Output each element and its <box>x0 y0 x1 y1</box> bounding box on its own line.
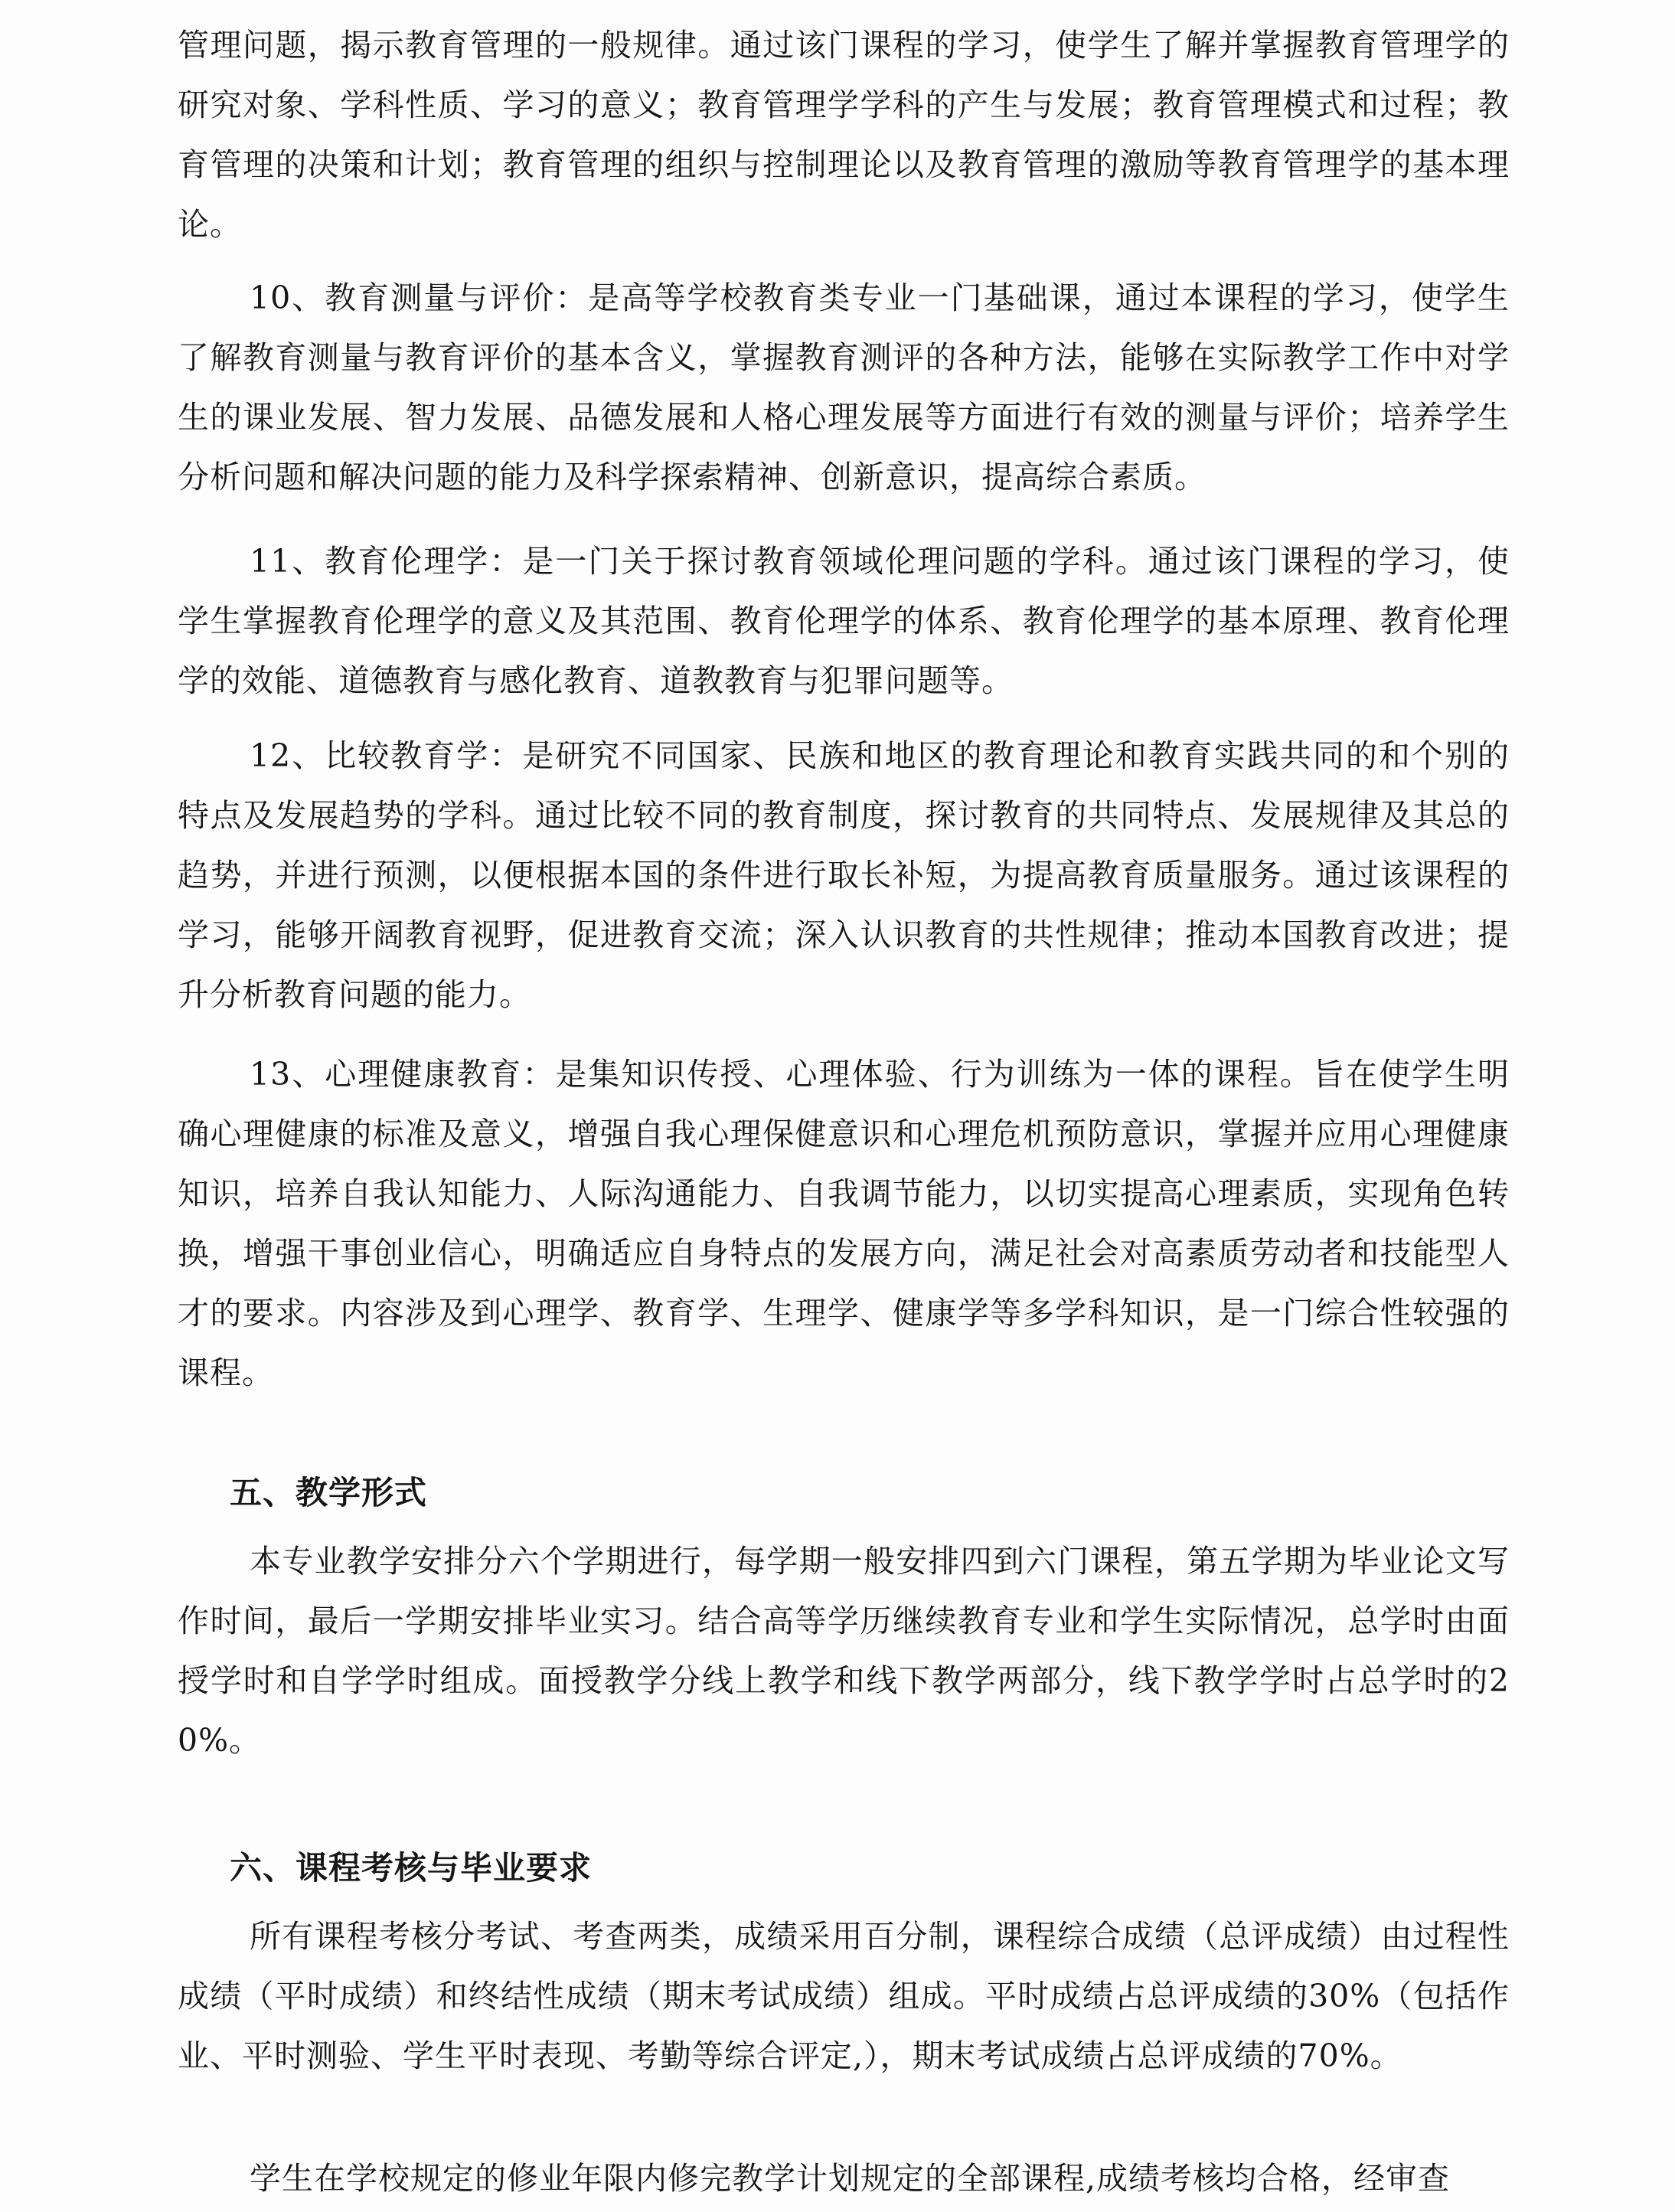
paragraph-course-11-education-ethics: 11、教育伦理学：是一门关于探讨教育领域伦理问题的学科。通过该门课程的学习，使学生掌握教育伦理学的意义及其范围、教育伦理学的体系、教育伦理学的基本原理、教育伦理学的效能、道德教育与感化教育、道教教育与犯罪问题等。 <box>178 543 1510 699</box>
paragraph-graduation-requirements: 学生在学校规定的修业年限内修完教学计划规定的全部课程,成绩考核均合格，经审查 <box>250 2160 1451 2197</box>
paragraph-course-12-comparative-education: 12、比较教育学：是研究不同国家、民族和地区的教育理论和教育实践共同的和个别的特点及发展趋势的学科。通过比较不同的教育制度，探讨教育的共同特点、发展规律及其总的趋势，并进行预测，以便根据本国的条件进行取长补短，为提高教育质量服务。通过该课程的学习，能够开阔教育视野，促进教育交流；深入认识教育的共性规律；推动本国教育改进；提升分析教育问题的能力。 <box>178 737 1510 1013</box>
section-heading-teaching-form: 五、教学形式 <box>230 1474 428 1511</box>
paragraph-education-management-continued: 管理问题，揭示教育管理的一般规律。通过该门课程的学习，使学生了解并掌握教育管理学的研究对象、学科性质、学习的意义；教育管理学学科的产生与发展；教育管理模式和过程；教育管理的决策和计划；教育管理的组织与控制理论以及教育管理的激励等教育管理学的基本理论。 <box>178 27 1510 243</box>
paragraph-teaching-form: 本专业教学安排分六个学期进行，每学期一般安排四到六门课程，第五学期为毕业论文写作时间，最后一学期安排毕业实习。结合高等学历继续教育专业和学生实际情况，总学时由面授学时和自学学时组成。面授教学分线上教学和线下教学两部分，线下教学学时占总学时的20%。 <box>178 1543 1510 1759</box>
paragraph-course-assessment: 所有课程考核分考试、考查两类，成绩采用百分制，课程综合成绩（总评成绩）由过程性成绩（平时成绩）和终结性成绩（期末考试成绩）组成。平时成绩占总评成绩的30%（包括作业、平时测验、学生平时表现、考勤等综合评定,），期末考试成绩占总评成绩的70%。 <box>178 1918 1510 2074</box>
paragraph-course-10-education-measurement: 10、教育测量与评价：是高等学校教育类专业一门基础课，通过本课程的学习，使学生了解教育测量与教育评价的基本含义，掌握教育测评的各种方法，能够在实际教学工作中对学生的课业发展、智力发展、品德发展和人格心理发展等方面进行有效的测量与评价；培养学生分析问题和解决问题的能力及科学探索精神、创新意识，提高综合素质。 <box>178 279 1510 495</box>
section-heading-assessment-graduation: 六、课程考核与毕业要求 <box>230 1849 593 1887</box>
paragraph-course-13-mental-health-education: 13、心理健康教育：是集知识传授、心理体验、行为训练为一体的课程。旨在使学生明确心理健康的标准及意义，增强自我心理保健意识和心理危机预防意识，掌握并应用心理健康知识，培养自我认知能力、人际沟通能力、自我调节能力，以切实提高心理素质，实现角色转换，增强干事创业信心，明确适应自身特点的发展方向，满足社会对高素质劳动者和技能型人才的要求。内容涉及到心理学、教育学、生理学、健康学等多学科知识，是一门综合性较强的课程。 <box>178 1056 1510 1391</box>
